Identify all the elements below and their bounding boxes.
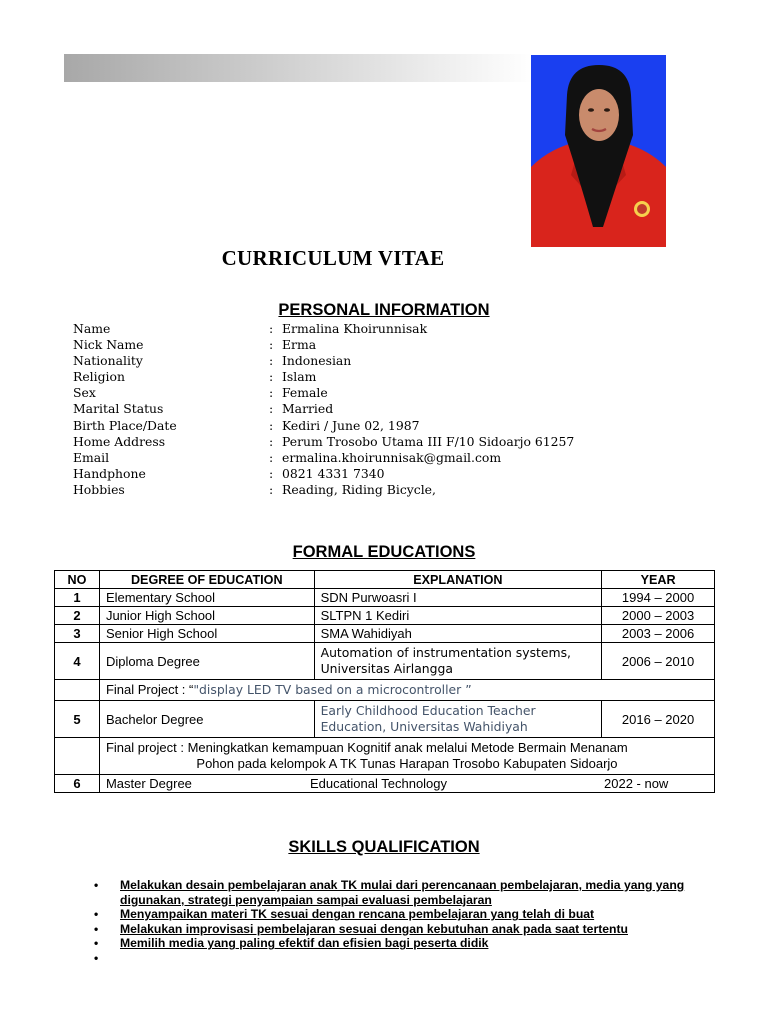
pi-label: Home Address: [73, 433, 166, 449]
explanation-line: Education, Universitas Wahidiyah: [320, 719, 528, 734]
bullet-icon: •: [94, 936, 99, 951]
pi-value: Married: [282, 401, 334, 417]
row-year: 2000 – 2003: [602, 607, 715, 625]
table-row: [55, 589, 715, 607]
bullet-icon: •: [94, 878, 99, 892]
pi-label: Birth Place/Date: [73, 417, 177, 433]
personal-information-heading: PERSONAL INFORMATION: [278, 301, 490, 319]
row-explanation: SDN Purwoasri I: [314, 589, 602, 607]
pi-label: Email: [73, 449, 110, 465]
pi-row-birth-place-date: [73, 418, 713, 434]
pi-value: Perum Trosobo Utama III F/10 Sidoarjo 61257: [282, 433, 575, 449]
row-no: 3: [55, 625, 100, 643]
pi-value: Female: [282, 385, 328, 401]
bullet-icon: •: [94, 950, 99, 965]
table-row: [55, 701, 715, 738]
pi-separator: :: [269, 481, 274, 497]
row-degree: Junior High School: [99, 607, 314, 625]
final-project-line: Pohon pada kelompok A TK Tunas Harapan Trosobo Kabupaten Sidoarjo: [196, 756, 618, 771]
personal-information-list: [73, 321, 713, 498]
pi-label: Hobbies: [73, 481, 125, 497]
table-header-row: [55, 571, 715, 589]
row-no: 5: [55, 701, 100, 738]
row-explanation: [314, 643, 602, 680]
pi-label: Marital Status: [73, 401, 164, 417]
row-year: 2016 – 2020: [602, 701, 715, 738]
pi-value: Ermalina Khoirunnisak: [282, 321, 428, 336]
pi-label: Handphone: [73, 465, 146, 481]
pi-value: Indonesian: [282, 353, 352, 369]
row-year: 2003 – 2006: [602, 625, 715, 643]
pi-separator: :: [269, 337, 274, 353]
header-decorative-bar: [64, 54, 534, 82]
skill-text: Melakukan desain pembelajaran anak TK mulai dari perencanaan pembelajaran, media yang yang digunakan, strategi penyampaian sampai evaluasi pembelajaran: [120, 878, 685, 907]
pi-value: 0821 4331 7340: [282, 465, 385, 481]
pi-row-hobbies: [73, 482, 713, 498]
master-degree-cell: [99, 775, 714, 793]
formal-educations-heading: FORMAL EDUCATIONS: [292, 543, 476, 561]
row-degree: Diploma Degree: [99, 643, 314, 680]
header-no: NO: [55, 571, 100, 589]
pi-value: Islam: [282, 369, 317, 385]
skill-text: Melakukan improvisasi pembelajaran sesuai dengan kebutuhan anak pada saat tertentu: [120, 921, 628, 936]
pi-value: Erma: [282, 337, 317, 353]
bullet-icon: •: [94, 921, 99, 936]
bullet-icon: •: [94, 907, 99, 922]
row-explanation: SLTPN 1 Kediri: [314, 607, 602, 625]
header-explanation: EXPLANATION: [314, 571, 602, 589]
pi-label: Religion: [73, 369, 125, 385]
empty-cell: [55, 738, 100, 775]
pi-row-marital-status: [73, 401, 713, 417]
pi-separator: :: [269, 385, 274, 401]
explanation-line: Universitas Airlangga: [320, 661, 453, 676]
pi-separator: :: [269, 401, 274, 417]
table-row: [55, 775, 715, 793]
final-project-line: Final project : Meningkatkan kemampuan Kognitif anak melalui Metode Bermain Menanam: [105, 740, 628, 755]
profile-photo: [531, 55, 666, 247]
list-item: [94, 922, 714, 937]
list-item: [94, 907, 714, 922]
skills-list: [94, 878, 714, 965]
header-year: YEAR: [602, 571, 715, 589]
list-item: [94, 878, 714, 907]
pi-label: Nick Name: [73, 337, 144, 353]
row-no: 4: [55, 643, 100, 680]
row-explanation: SMA Wahidiyah: [314, 625, 602, 643]
table-row: [55, 607, 715, 625]
row-degree: Bachelor Degree: [99, 701, 314, 738]
pi-row-email: [73, 450, 713, 466]
pi-row-handphone: [73, 466, 713, 482]
row-year: 1994 – 2000: [602, 589, 715, 607]
skills-qualification-heading: SKILLS QUALIFICATION: [288, 838, 480, 856]
pi-row-name: [73, 321, 713, 337]
final-project-label: Final Project : “: [105, 682, 194, 697]
row-no: 6: [55, 775, 100, 793]
row-explanation: Educational Technology: [309, 776, 448, 791]
explanation-line: Automation of instrumentation systems,: [320, 645, 571, 660]
header-degree: DEGREE OF EDUCATION: [99, 571, 314, 589]
pi-separator: :: [269, 465, 274, 481]
row-no: 1: [55, 589, 100, 607]
pi-row-home-address: [73, 434, 713, 450]
pi-row-religion: [73, 369, 713, 385]
pi-value: ermalina.khoirunnisak@gmail.com: [282, 449, 502, 465]
pi-separator: :: [269, 369, 274, 385]
pi-label: Name: [73, 321, 111, 336]
final-project-row: [55, 738, 715, 775]
table-row: [55, 625, 715, 643]
final-project-row: [55, 680, 715, 701]
row-degree: Senior High School: [99, 625, 314, 643]
pi-separator: :: [269, 353, 274, 369]
pi-row-sex: [73, 385, 713, 401]
row-year: 2022 - now: [604, 776, 669, 791]
document-title: CURRICULUM VITAE: [221, 246, 445, 270]
pi-separator: :: [269, 321, 274, 336]
pi-label: Nationality: [73, 353, 143, 369]
list-item: [94, 936, 714, 951]
pi-row-nationality: [73, 353, 713, 369]
row-degree: Master Degree: [105, 776, 192, 791]
skill-text: Memilih media yang paling efektif dan efisien bagi peserta didik: [120, 936, 489, 951]
pi-separator: :: [269, 449, 274, 465]
final-project-cell: [99, 680, 714, 701]
skill-text: Menyampaikan materi TK sesuai dengan rencana pembelajaran yang telah di buat: [120, 907, 595, 922]
pi-value: Reading, Riding Bicycle,: [282, 481, 436, 497]
pi-row-nick-name: [73, 337, 713, 353]
pi-value: Kediri / June 02, 1987: [282, 417, 420, 433]
explanation-line: Early Childhood Education Teacher: [320, 703, 536, 718]
education-table: [54, 570, 715, 793]
pi-label: Sex: [73, 385, 96, 401]
row-degree: Elementary School: [99, 589, 314, 607]
table-row: [55, 643, 715, 680]
empty-cell: [55, 680, 100, 701]
final-project-cell: [99, 738, 714, 775]
final-project-text: "display LED TV based on a microcontroller ”: [193, 682, 472, 697]
row-explanation: [314, 701, 602, 738]
row-no: 2: [55, 607, 100, 625]
pi-separator: :: [269, 433, 274, 449]
row-year: 2006 – 2010: [602, 643, 715, 680]
pi-separator: :: [269, 417, 274, 433]
